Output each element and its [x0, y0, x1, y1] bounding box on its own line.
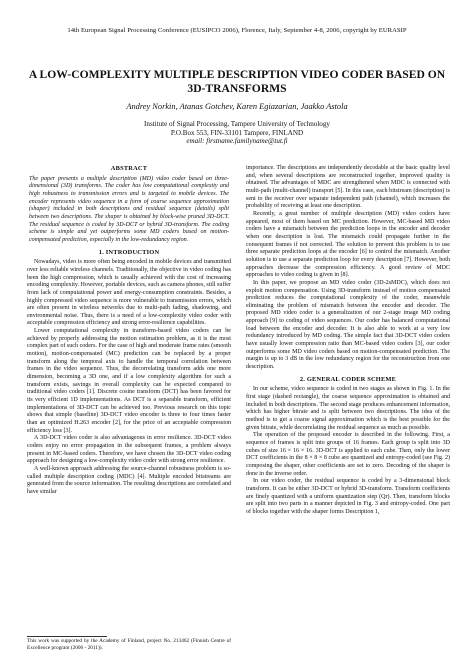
general-coder-scheme-heading: 2. GENERAL CODER SCHEME [299, 375, 397, 383]
abstract-text: The paper presents a multiple description (MD) video coder based on three-dimensional (3D) transforms. The coder has low computational complexity and high robustness to transmission errors and is targeted to mobile devices. The encoder represents video sequence in a form of coarse sequence approximation (shaper) included in both descriptions and residual sequence (details) split between two descriptions. The shaper is obtained by block-wise pruned 3D-DCT. The residual sequence is coded by 3D-DCT or hybrid 3D-transform. The coding scheme is simple and yet outperforms some MD coders based on motion-compensated prediction, especially in the low-redundancy region. [29, 175, 229, 243]
affiliation [0, 120, 474, 146]
intro-paragraph-1: Nowadays, video is more often being encoded in mobile devices and transmitted over less reliable wireless channels. Traditionally, the objective in video coding has been the high compression, which is usually achieved with the cost of increasing encoding complexity. However, portable devices, such as camera phones, still suffer from lack of computational power and energy-consumption constraints. Besides, a highly compressed video sequence is more vulnerable to transmission errors, which are often present in wireless networks due to multi-path fading, shadowing, and environmental noise. Thus, there is a need of a low-complexity video coder with acceptable compression efficiency and strong error-resilience capabilities. [27, 259, 231, 327]
footnote-divider [27, 636, 107, 637]
intro-paragraph-2: Lower computational complexity in transform-based video coders can be achieved by properly addressing the motion estimation problem, as it is the most complex part of such coders. For the case of high and moderate frame rates (smooth motion), motion-compensated (MC) prediction can be replaced by a proper transform along the temporal axis to handle the temporal correlation between frames in the video sequence. Thus, the decorrelating transform adds one more dimension, becoming a 3D one, and if a low complexity algorithm for such a transform exists, savings in overall complexity can be expected compared to traditional video coders [1]. Discrete cosine transform (DCT) has been favored for its very efficient 1D implementations. As DCT is a separable transform, efficient implementations of 3D-DCT can be achieved too. Previous research on this topic shows that simple (baseline) 3D-DCT video encoder is three to four times faster than an optimized H.263 encoder [2], for the price of an acceptable compression efficiency loss [3]. [27, 328, 231, 434]
authors: Andrey Norkin, Atanas Gotchev, Karen Egiazarian, Jaakko Astola [126, 102, 348, 111]
conference-header: 14th European Signal Processing Conference (EUSIPCO 2006), Florence, Italy, September 4-8, 2006, copyright by EURASIP [67, 27, 407, 34]
left-column [27, 165, 231, 497]
affiliation-line-2: P.O.Box 553, FIN-33101 Tampere, FINLAND [170, 128, 304, 137]
abstract-heading: ABSTRACT [110, 165, 148, 172]
affiliation-email: email: firstname.familyname@tut.fi [186, 137, 288, 146]
footnote: This work was supported by the Academy of Finland, project No. 213462 (Finnish Centre of Excellence program (2006 - 2011)). [27, 638, 231, 651]
intro-paragraph-3: A 3D-DCT video coder is also advantageous in error resilience. 3D-DCT video coders enjoy no error propagation in the subsequent frames, a problem always present in MC-based coders. Therefore, we have chosen the 3D-DCT video coding approach for designing a low-complexity video coder with strong error resilience. [27, 435, 231, 465]
paper-title [20, 68, 454, 96]
intro-continued-paragraph-1: importance. The descriptions are independently decodable at the basic quality level and, when several descriptions are reconstructed together, improved quality is obtained. The advantages of MDC are strengthened when MDC is connected with multi-path (multi-channel) transport [5]. In this case, each bitstream (description) is sent to the receiver over separate independent path (channel), which increases the probability of receiving at least one description. [246, 165, 450, 210]
general-paragraph-3: In our video coder, the residual sequence is coded by a 3-dimensional block transform. It can be either 3D-DCT or hybrid 3D-transform. Transform coefficients are finely quantized with a uniform quantization step (Qr). Then, transform blocks are split into two parts in a manner depicted in Fig. 3 and entropy-coded. One part of blocks together with the shaper forms Description 1, [246, 478, 450, 515]
introduction-heading: 1. INTRODUCTION [98, 248, 160, 256]
title-line-1: A LOW-COMPLEXITY MULTIPLE DESCRIPTION VIDEO CODER BASED ON [28, 68, 446, 81]
intro-continued-paragraph-2: Recently, a great number of multiple description (MD) video coders have appeared, most of them based on MC prediction. However, MC-based MD video coders have a mismatch between the prediction loops in the encoder and decoder when one description is lost. The mismatch could propagate further in the consequent frames if not corrected. The solution to prevent this problem is to use three separate prediction loops at the encoder [6] to control the mismatch. Another solution is to use a separate prediction loop for every description [7]. However, both approaches decrease the compression efficiency. A good review of MDC approaches to video coding is given in [8]. [246, 210, 450, 279]
intro-paragraph-4: A well-known approach addressing the source-channel robustness problem is so-called multiple description coding (MDC) [4]. Multiple encoded bitstreams are generated from the source information. The resulting descriptions are correlated and have similar [27, 465, 231, 495]
title-line-2: 3D-TRANSFORMS [187, 82, 287, 95]
affiliation-line-1: Institute of Signal Processing, Tampere University of Technology [144, 120, 330, 128]
intro-continued-paragraph-3: In this paper, we propose an MD video coder (3D-2sMDC), which does not exploit motion compensation. Using 3D-transform instead of motion compensated prediction reduces the computational complexity of the coder, meanwhile eliminating the problem of mismatch between the encoder and decoder. The proposed MD video coder is a generalization of our 2-stage image MD coding approach [9] to coding of video sequences. Our coder has balanced computational load between the encoder and decoder. It is also able to work at a very low redundancy introduced by MD coding. The simple fact that 3D-DCT video coders have usually lower compression ratio than MC-based video coders [3], our coder outperforms some MD video coders based on motion-compensated prediction. The margin is up to 3 dB in the low redundancy region for the reconstruction from one description. [246, 279, 450, 371]
general-paragraph-1: In our scheme, video sequence is coded in two stages as shown in Fig. 1. In the first stage (dashed rectangle), the coarse sequence approximation is obtained and included in both descriptions. The second stage produces enhancement information, which has higher bitrate and is split between two descriptions. The idea of the method is to get a coarse signal approximation which is the best possible for the given bitrate, while decorrelating the residual sequence as much as possible. [246, 386, 450, 431]
right-column [246, 165, 450, 517]
general-paragraph-2: The operation of the proposed encoder is described in the following. First, a sequence of frames is split into groups of 16 frames. Each group is split into 3D cubes of size 16 × 16 × 16. 3D-DCT is applied to each cube. Then, only the lower DCT coefficients in the 8 × 8 × 8 cube are quantized and entropy-coded (see Fig. 2) composing the shaper, other coefficients are set to zero. Decoding of the shaper is done in the inverse order. [246, 432, 450, 477]
